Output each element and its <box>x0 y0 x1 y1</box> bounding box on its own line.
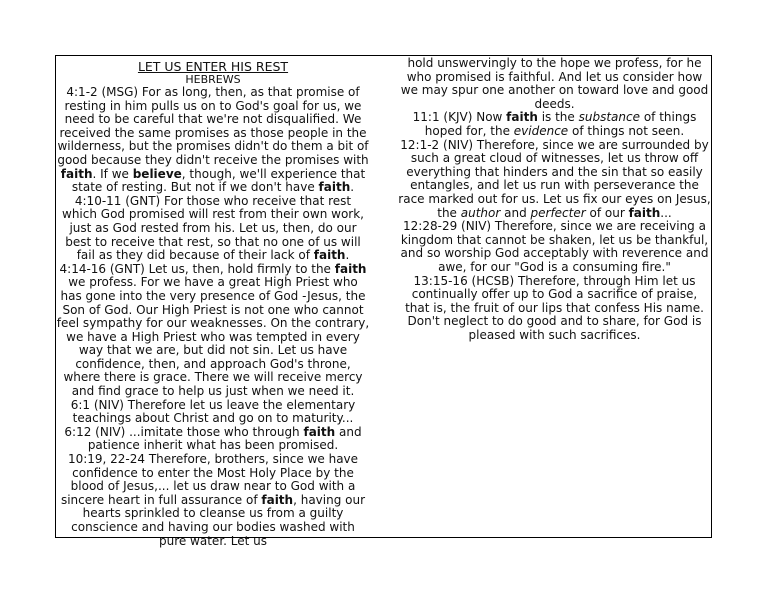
paragraph-text: hold unswervingly to the hope we profess, for he who promised is faithful. And let us consider how we may spur one another on toward love and good deeds. <box>400 56 709 111</box>
bold-text: faith <box>303 424 336 439</box>
paragraph-text: is the <box>537 110 579 125</box>
left-column <box>56 57 370 548</box>
right-paragraph <box>398 275 711 343</box>
paragraph-text: 4:10-11 (GNT) For those who receive that rest which God promised will rest from their own work, just as God rested from his. Let us, then, do our best to receive that rest, so that no one of us will fail as they did because of their lack of <box>62 193 364 263</box>
left-paragraph <box>56 426 370 453</box>
right-column <box>398 57 711 342</box>
right-paragraph <box>398 111 711 138</box>
paragraph-text: 13:15-16 (HCSB) Therefore, through Him let us continually offer up to God a sacrifice of praise, that is, the fruit of our lips that confess His name. Don't neglect to do good and to share, for God is pleased with such sacrifices. <box>405 273 704 342</box>
paragraph-text: 4:1-2 (MSG) For as long, then, as that promise of resting in him pulls us on to God's goal for us, we need to be careful that we're not disqualified. We received the same promises as those people in the wilderness, but the promises didn't do them a bit of good because they didn't receive the promises with <box>57 85 369 167</box>
paragraph-text: 6:12 (NIV) ...imitate those who through <box>64 424 304 439</box>
paragraph-text: 10:19, 22-24 Therefore, brothers, since we have confidence to enter the Most Holy Place by the blood of Jesus,... let us draw near to God with a sincere heart in full assurance of <box>60 452 359 507</box>
italic-text: perfecter <box>530 205 586 220</box>
paragraph-text: 12:1-2 (NIV) Therefore, since we are surrounded by such a great cloud of witnesses, let us throw off everything that hinders and the sin that so easily entangles, and let us run with perseverance the race marked out for us. Let us fix our eyes on Jesus, the <box>398 137 711 220</box>
bold-text: believe <box>132 166 182 181</box>
italic-text: substance <box>578 110 640 125</box>
italic-text: author <box>460 205 501 220</box>
document-title: LET US ENTER HIS REST <box>137 59 289 74</box>
paragraph-text: 4:14-16 (GNT) Let us, then, hold firmly to the <box>59 261 335 276</box>
bold-text: faith <box>60 166 93 181</box>
paragraph-text: , though, we'll experience that state of resting. But not if we don't have <box>71 166 366 195</box>
paragraph-text: ... <box>660 205 672 220</box>
paragraph-text: and <box>500 205 531 220</box>
right-paragraph <box>398 220 711 274</box>
paragraph-text: of our <box>585 205 629 220</box>
bold-text: faith <box>334 261 367 276</box>
right-paragraph <box>398 57 711 111</box>
bold-text: faith <box>313 248 346 263</box>
paragraph-text: 12:28-29 (NIV) Therefore, since we are receiving a kingdom that cannot be shaken, let us be thankful, and so worship God acceptably with reverence and awe, for our "God is a consuming fire." <box>400 219 709 274</box>
left-column-paragraphs <box>56 86 370 548</box>
left-paragraph <box>56 399 370 426</box>
paragraph-text: we profess. For we have a great High Priest who has gone into the very presence of God -Jesus, the Son of God. Our High Priest is not one who cannot feel sympathy for our weaknesses. On the contrary, we have a High Priest who was tempted in every way that we are, but did not sin. Let us have confidence, then, and approach God's throne, where there is grace. There we will receive mercy and find grace to help us just when we need it. <box>56 275 370 399</box>
paragraph-text: and patience inherit what has been promised. <box>87 424 362 453</box>
right-column-paragraphs <box>398 57 711 342</box>
italic-text: evidence <box>513 123 569 138</box>
bold-text: faith <box>628 205 661 220</box>
bold-text: faith <box>261 492 294 507</box>
paragraph-text: . <box>345 248 350 263</box>
left-paragraph <box>56 263 370 399</box>
paragraph-text: , having our hearts sprinkled to cleanse us from a guilty conscience and having our bodies washed with pure water. Let us <box>71 492 366 548</box>
paragraph-text: 11:1 (KJV) Now <box>412 110 507 125</box>
paragraph-text: of things hoped for, the <box>424 110 697 138</box>
left-paragraph <box>56 453 370 548</box>
document-subtitle: HEBREWS <box>185 73 241 86</box>
left-paragraph <box>56 195 370 263</box>
paragraph-text: . <box>350 180 355 195</box>
paragraph-text: . If we <box>92 166 133 181</box>
paragraph-text: of things not seen. <box>568 123 685 138</box>
bold-text: faith <box>506 110 538 125</box>
left-paragraph <box>56 86 370 195</box>
bold-text: faith <box>318 180 351 195</box>
document-page <box>55 55 712 548</box>
paragraph-text: 6:1 (NIV) Therefore let us leave the elementary teachings about Christ and go on to maturity... <box>70 397 356 426</box>
right-paragraph <box>398 139 711 221</box>
